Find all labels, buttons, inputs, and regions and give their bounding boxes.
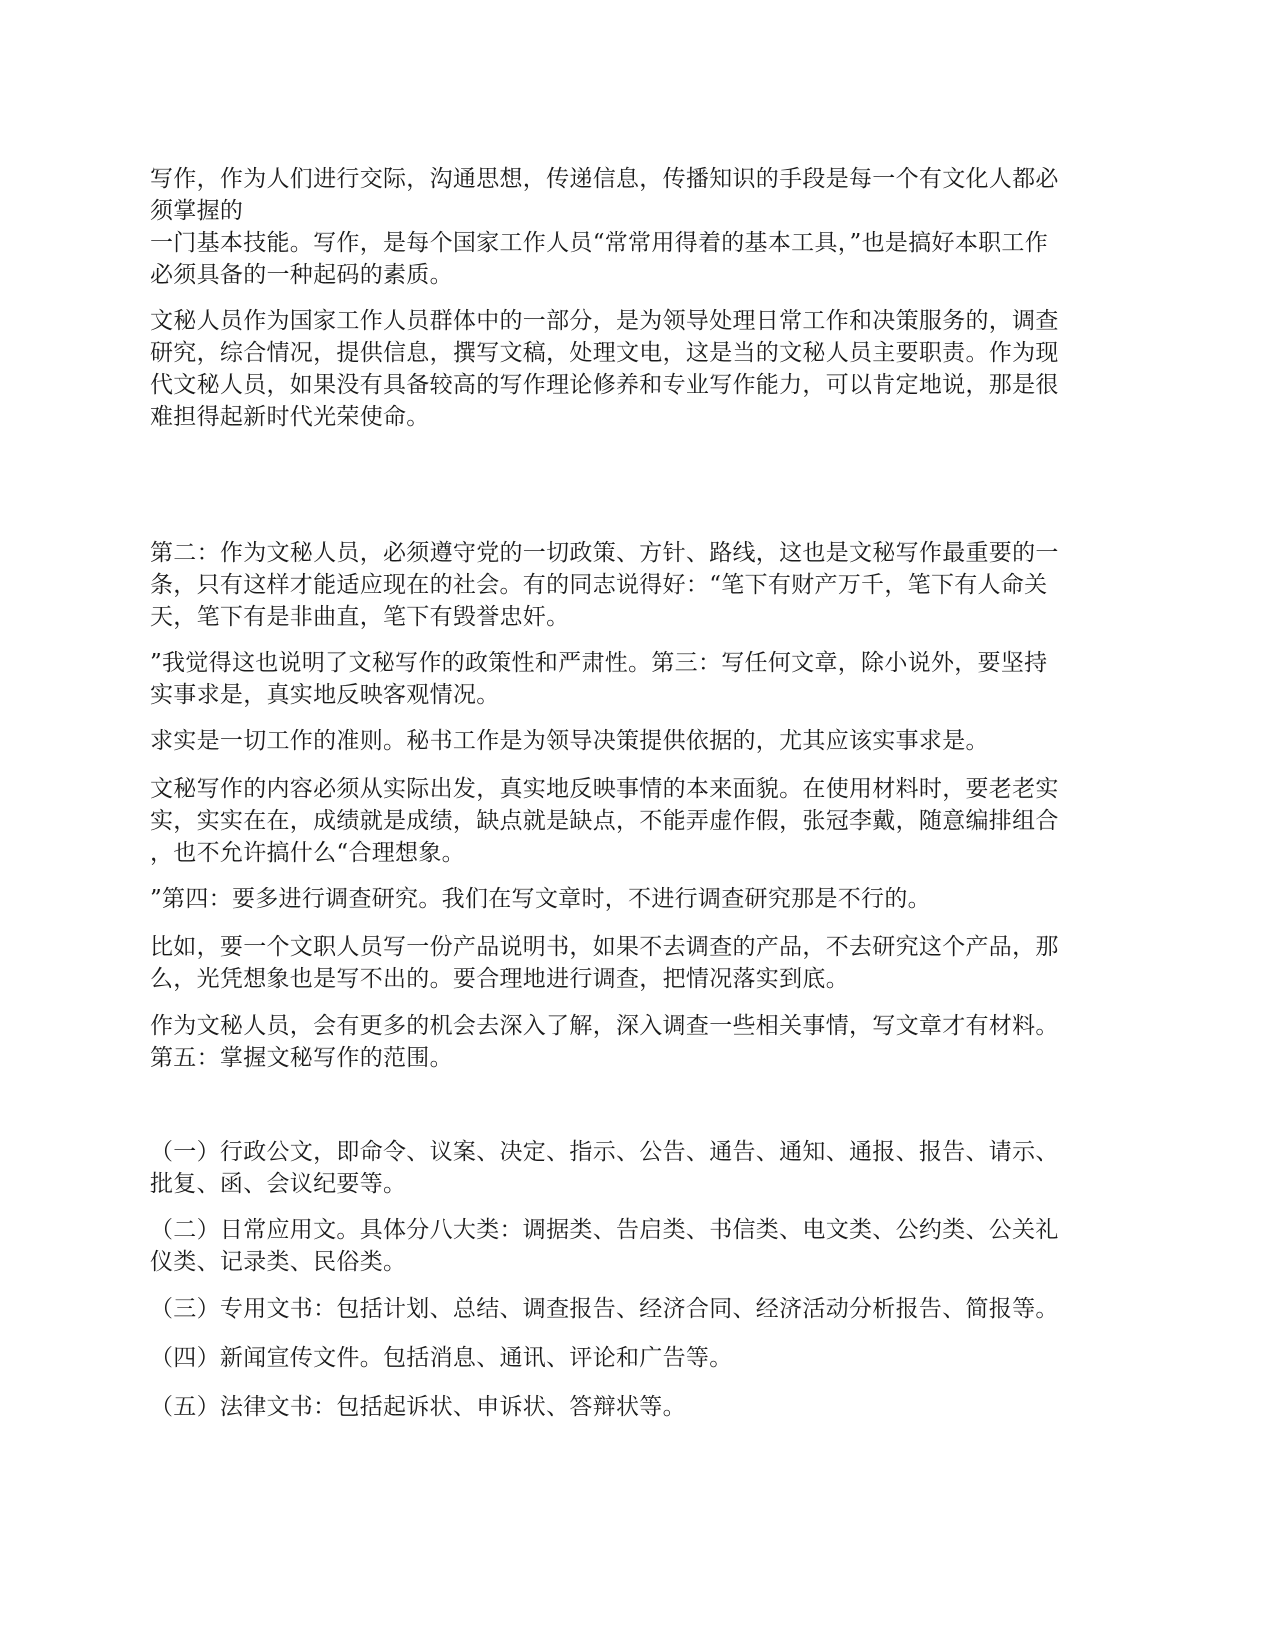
- document-page: [150, 0, 1130, 1650]
- text-line: ”第四：要多进行调查研究。我们在写文章时，不进行调查研究那是不行的。: [150, 886, 931, 912]
- text-line: 文秘写作的内容必须从实际出发，真实地反映事情的本来面貌。在使用材料时，要老老实: [150, 776, 1059, 802]
- paragraph-12: [150, 1214, 1130, 1278]
- text-line: （三）专用文书：包括计划、总结、调查报告、经济合同、经济活动分析报告、简报等。: [150, 1296, 1059, 1322]
- text-line: 一门基本技能。写作，是每个国家工作人员“常常用得着的基本工具，”也是搞好本职工作: [150, 230, 1049, 256]
- text-line: 批复、函、会议纪要等。: [150, 1171, 407, 1197]
- paragraph-11: [150, 1136, 1130, 1200]
- text-line: ”我觉得这也说明了文秘写作的政策性和严肃性。第三：写任何文章，除小说外，要坚持: [150, 650, 1048, 676]
- text-line: 文秘人员作为国家工作人员群体中的一部分，是为领导处理日常工作和决策服务的，调查: [150, 308, 1059, 334]
- paragraph-2: [150, 227, 1130, 291]
- text-line: 仪类、记录类、民俗类。: [150, 1249, 407, 1275]
- text-line: （一）行政公文，即命令、议案、决定、指示、公告、通告、通知、通报、报告、请示、: [150, 1139, 1059, 1165]
- text-line: 求实是一切工作的准则。秘书工作是为领导决策提供依据的，尤其应该实事求是。: [150, 728, 989, 754]
- text-line: 研究，综合情况，提供信息，撰写文稿，处理文电，这是当的文秘人员主要职责。作为现: [150, 340, 1059, 366]
- paragraph-14: [150, 1342, 1130, 1374]
- paragraph-3: [150, 305, 1130, 433]
- paragraph-6: [150, 725, 1130, 757]
- text-line: 须掌握的: [150, 198, 244, 224]
- paragraph-5: [150, 647, 1130, 711]
- text-line: 实，实实在在，成绩就是成绩，缺点就是缺点，不能弄虚作假，张冠李戴，随意编排组合: [150, 808, 1059, 834]
- paragraph-8: [150, 883, 1130, 915]
- text-line: 必须具备的一种起码的素质。: [150, 262, 453, 288]
- paragraph-4: [150, 537, 1130, 633]
- text-line: ，也不允许搞什么“合理想象。: [150, 840, 465, 866]
- text-line: 条，只有这样才能适应现在的社会。有的同志说得好：“笔下有财产万千，笔下有人命关: [150, 572, 1048, 598]
- paragraph-13: [150, 1293, 1130, 1325]
- text-line: （五）法律文书：包括起诉状、申诉状、答辩状等。: [150, 1394, 686, 1420]
- text-line: （四）新闻宣传文件。包括消息、通讯、评论和广告等。: [150, 1345, 733, 1371]
- text-line: 实事求是，真实地反映客观情况。: [150, 682, 500, 708]
- text-line: 天，笔下有是非曲直，笔下有毁誉忠奸。: [150, 604, 570, 630]
- paragraph-15: [150, 1391, 1130, 1423]
- paragraph-1: [150, 163, 1130, 227]
- text-line: 写作，作为人们进行交际，沟通思想，传递信息，传播知识的手段是每一个有文化人都必: [150, 166, 1059, 192]
- text-line: 代文秘人员，如果没有具备较高的写作理论修养和专业写作能力，可以肯定地说，那是很: [150, 372, 1059, 398]
- text-line: 难担得起新时代光荣使命。: [150, 404, 430, 430]
- text-line: 作为文秘人员，会有更多的机会去深入了解，深入调查一些相关事情，写文章才有材料。: [150, 1013, 1059, 1039]
- text-line: 第二：作为文秘人员，必须遵守党的一切政策、方针、路线，这也是文秘写作最重要的一: [150, 540, 1059, 566]
- text-line: 么，光凭想象也是写不出的。要合理地进行调查，把情况落实到底。: [150, 966, 849, 992]
- paragraph-7: [150, 773, 1130, 869]
- text-line: （二）日常应用文。具体分八大类：调据类、告启类、书信类、电文类、公约类、公关礼: [150, 1217, 1059, 1243]
- paragraph-9: [150, 931, 1130, 995]
- text-line: 第五：掌握文秘写作的范围。: [150, 1045, 453, 1071]
- paragraph-10: [150, 1010, 1130, 1074]
- text-line: 比如，要一个文职人员写一份产品说明书，如果不去调查的产品，不去研究这个产品，那: [150, 934, 1059, 960]
